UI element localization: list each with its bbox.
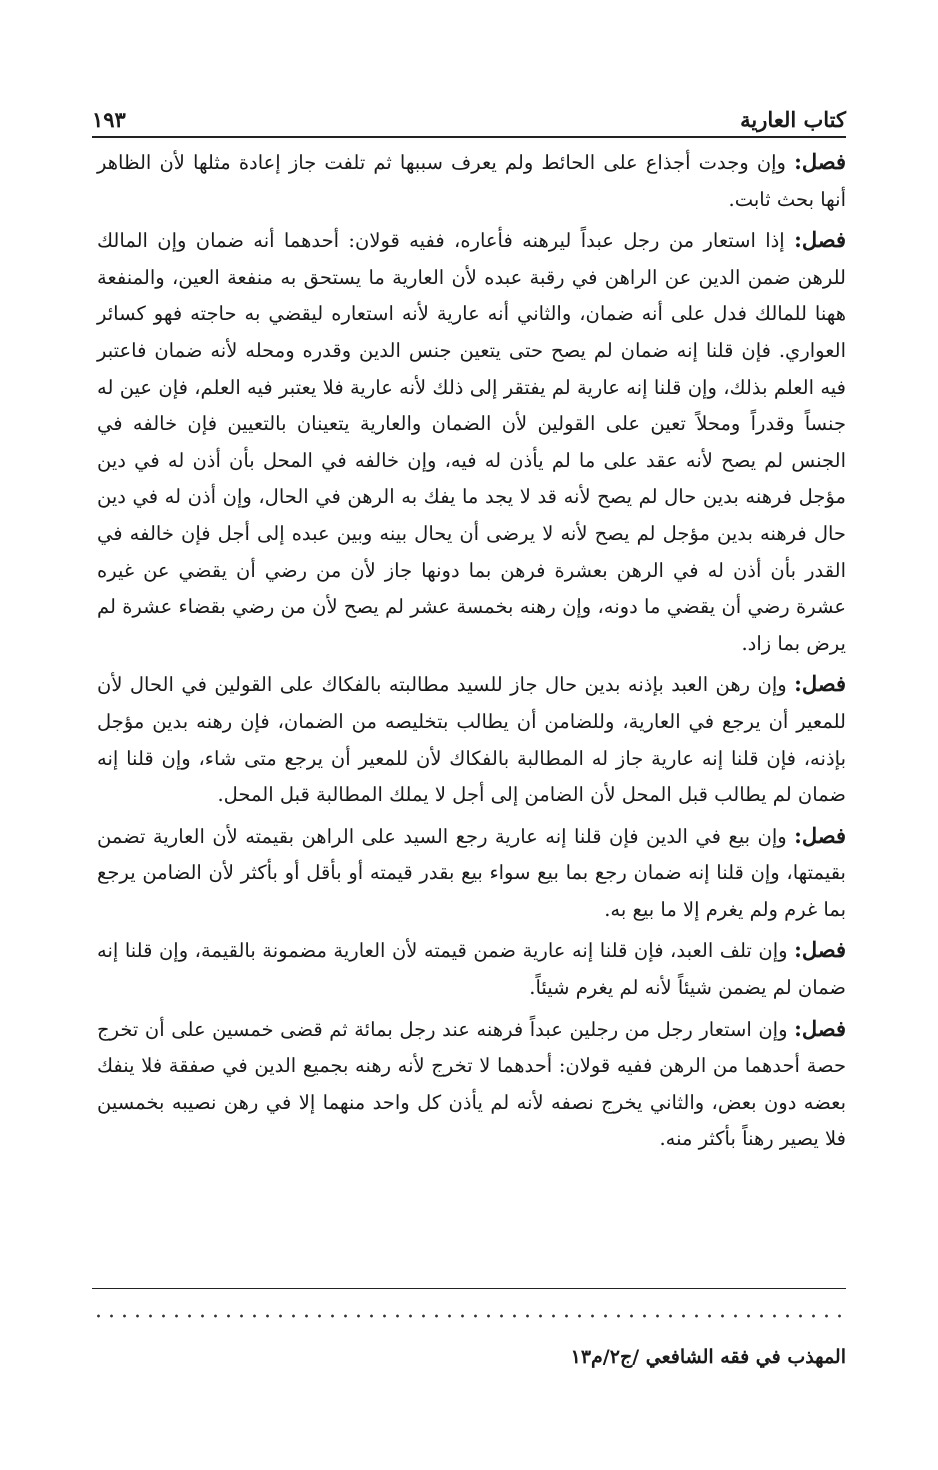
section-borrowing-for-pledge bbox=[97, 222, 846, 662]
header-rule bbox=[92, 136, 846, 138]
section-sale-in-debt bbox=[97, 818, 846, 929]
section-text: وإن استعار رجل من رجلين عبداً فرهنه عند رجل بمائة ثم قضى خمسين على أن تخرج حصة أحدهما من الرهن ففيه قولان: أحدهما لا تخرج لأنه رهنه بجميع الدين في صفقة فلا ينفك بعضه دون بعض، والثاني يخرج نصفه لأنه لم يأذن كل واحد منهما إلا في رهن نصيبه بخمسين فلا يصير رهناً بأكثر منه. bbox=[97, 1017, 846, 1151]
section-text: وإن وجدت أجذاع على الحائط ولم يعرف سببها ثم تلفت جاز إعادة مثلها لأن الظاهر أنها بحث ثابت. bbox=[97, 151, 846, 211]
section-label: فصل: bbox=[794, 1015, 846, 1041]
section-wall-beams bbox=[97, 144, 846, 218]
footer-rule bbox=[92, 1288, 846, 1289]
running-head bbox=[92, 92, 846, 132]
section-label: فصل: bbox=[794, 149, 847, 174]
section-text: وإن تلف العبد، فإن قلنا إنه عارية ضمن قيمته لأن العارية مضمونة بالقيمة، وإن قلنا إنه ضمان لم يضمن شيئاً لأنه لم يغرم شيئاً. bbox=[97, 939, 846, 1000]
section-label: فصل: bbox=[794, 227, 846, 253]
section-text: وإن رهن العبد بإذنه بدين حال جاز للسيد مطالبته بالفكاك على القولين في الحال لأن للمعير أن يرجع في العارية، وللضامن أن يطالب بتخليصه من الضمان، فإن رهنه بدين مؤجل بإذنه، فإن قلنا إنه عارية جاز له المطالبة بالفكاك لأن للمعير أن يرجع متى شاء، وإن قلنا إنه ضمان لم يطالب قبل المحل لأن الضامن إلى أجل لا يملك المطالبة قبل المحل. bbox=[97, 673, 846, 807]
section-two-lenders bbox=[97, 1011, 846, 1158]
main-text bbox=[97, 144, 846, 1162]
section-text: إذا استعار من رجل عبداً ليرهنه فأعاره، ففيه قولان: أحدهما أنه ضمان وإن المالك للرهن ضمن الدين عن الراهن في رقبة عبده لأن العارية ما يستحق به منفعة العين، والمنفعة ههنا للمالك فدل على أنه ضمان، والثاني أنه عارية لأنه استعاره ليقضي به حاجته فهو كسائر العواري. فإن قلنا إنه ضمان لم يصح حتى يتعين جنس الدين وقدره ومحله لأنه ضمان فاعتبر فيه العلم بذلك، وإن قلنا إنه عارية لم يفتقر إلى ذلك لأنه عارية فلا يعتبر فيه العلم، فإن عين له جنساً وقدراً ومحلاً تعين على القولين لأن الضمان والعارية يتعينان بالتعيين فإن خالفه في الجنس لم يصح لأنه عقد على ما لم يأذن له فيه، وإن خالفه في المحل بأن أذن له في دين مؤجل فرهنه بدين حال لم يصح لأنه قد لا يجد ما يفك به الرهن في الحال، وإن أذن له في دين حال فرهنه بدين مؤجل لم يصح لأنه لا يرضى أن يحال بينه وبين عبده إلى أجل فإن خالفه في القدر بأن أذن له في الرهن بعشرة فرهن بما دونها جاز لأن من رضي أن يقضي عن غيره عشرة رضي أن يقضي ما دونه، وإن رهنه بخمسة عشر لم يصح لأن من رضي بقضاء عشرة لم يرض بما زاد. bbox=[97, 229, 846, 655]
printer-signature: المهذب في فقه الشافعي /ج٢/م١٣ bbox=[570, 1346, 846, 1368]
page-number: ١٩٣ bbox=[92, 107, 126, 132]
footer-dotted-line bbox=[92, 1310, 846, 1322]
section-demand-release bbox=[97, 666, 846, 813]
section-label: فصل: bbox=[794, 937, 846, 963]
running-title: كتاب العارية bbox=[740, 107, 846, 132]
section-text: وإن بيع في الدين فإن قلنا إنه عارية رجع السيد على الراهن بقيمته لأن العارية تضمن بقيمتها، وإن قلنا إنه ضمان رجع بما بيع سواء بيع بقدر قيمته أو بأقل أو بأكثر لأن الضامن يرجع بما غرم ولم يغرم إلا ما بيع به. bbox=[97, 824, 846, 921]
section-loss-of-slave bbox=[97, 932, 846, 1006]
section-label: فصل: bbox=[794, 822, 847, 848]
section-label: فصل: bbox=[794, 671, 846, 697]
